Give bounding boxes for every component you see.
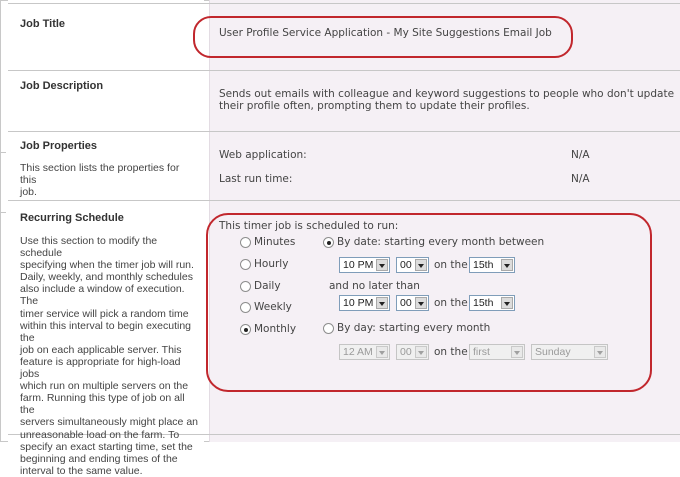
radio-weekly-label: Weekly bbox=[254, 301, 292, 313]
by-day-minute-value: 00 bbox=[400, 346, 412, 358]
end-on-the-label: on the bbox=[434, 297, 468, 309]
desc-line: beginning and ending times of the bbox=[20, 452, 178, 465]
desc-line: job on each applicable server. This bbox=[20, 343, 182, 356]
by-day-week-value: first bbox=[473, 346, 490, 358]
by-day-weekday-value: Sunday bbox=[535, 346, 571, 358]
desc-line: This section lists the properties for this bbox=[20, 162, 180, 187]
separator-3 bbox=[8, 200, 680, 201]
desc-line: within this interval to begin executing the bbox=[20, 319, 192, 344]
job-title-value: User Profile Service Application - My Site Suggestions Email Job bbox=[219, 27, 552, 39]
recurring-schedule-description bbox=[20, 235, 198, 477]
desc-line: job. bbox=[20, 186, 37, 199]
desc-line: feature is appropriate for high-load jobs bbox=[20, 355, 181, 381]
by-date-label: By date: starting every month between bbox=[337, 236, 545, 248]
start-minute-value: 00 bbox=[400, 259, 412, 271]
job-title-heading: Job Title bbox=[20, 18, 66, 30]
end-day-value: 15th bbox=[473, 297, 494, 309]
start-day-value: 15th bbox=[473, 259, 494, 271]
by-day-on-the-label: on the bbox=[434, 346, 468, 358]
separator-1 bbox=[8, 70, 680, 71]
last-run-time-value: N/A bbox=[571, 173, 590, 185]
desc-line: which run on multiple servers on the bbox=[20, 380, 189, 393]
start-hour-value: 10 PM bbox=[343, 259, 374, 271]
radio-daily-label: Daily bbox=[254, 280, 281, 292]
desc-line: unreasonable load on the farm. To bbox=[20, 428, 180, 441]
recurring-schedule-heading: Recurring Schedule bbox=[20, 212, 124, 224]
by-day-label: By day: starting every month bbox=[337, 322, 491, 334]
job-properties-description bbox=[20, 162, 198, 198]
job-properties-heading: Job Properties bbox=[20, 140, 98, 152]
desc-line: Use this section to modify the schedule bbox=[20, 235, 158, 260]
job-description-heading: Job Description bbox=[20, 80, 104, 92]
desc-line: specify an exact starting time, set the bbox=[20, 440, 193, 453]
last-run-time-label: Last run time: bbox=[219, 173, 293, 185]
job-description-line: their profile often, prompting them to update their profiles. bbox=[219, 100, 530, 112]
schedule-intro: This timer job is scheduled to run: bbox=[219, 220, 399, 232]
radio-minutes-label: Minutes bbox=[254, 236, 296, 248]
by-day-hour-value: 12 AM bbox=[343, 346, 373, 358]
schedule-highlight bbox=[206, 213, 652, 392]
job-title-highlight bbox=[193, 16, 573, 58]
web-application-label: Web application: bbox=[219, 149, 307, 161]
desc-line: interval to the same value. bbox=[20, 464, 143, 477]
radio-monthly-label: Monthly bbox=[254, 323, 297, 335]
end-hour-value: 10 PM bbox=[343, 297, 374, 309]
desc-line: farm. Running this type of job on all the bbox=[20, 392, 185, 417]
top-separator bbox=[8, 3, 680, 4]
desc-line: servers simultaneously might place an bbox=[20, 416, 198, 429]
start-on-the-label: on the bbox=[434, 259, 468, 271]
job-description-line: Sends out emails with colleague and keyword suggestions to people who don't update bbox=[219, 88, 675, 100]
desc-line: specifying when the timer job will run. bbox=[20, 259, 194, 272]
radio-hourly-label: Hourly bbox=[254, 258, 289, 270]
desc-line: Daily, weekly, and monthly schedules bbox=[20, 271, 193, 284]
no-later-than-label: and no later than bbox=[329, 280, 420, 292]
desc-line: also include a window of execution. The bbox=[20, 283, 185, 308]
end-minute-value: 00 bbox=[400, 297, 412, 309]
left-edge-tick bbox=[0, 152, 6, 153]
web-application-value: N/A bbox=[571, 149, 590, 161]
left-edge-tick bbox=[0, 212, 6, 213]
desc-line: timer service will pick a random time bbox=[20, 307, 189, 320]
separator-2 bbox=[8, 131, 680, 132]
